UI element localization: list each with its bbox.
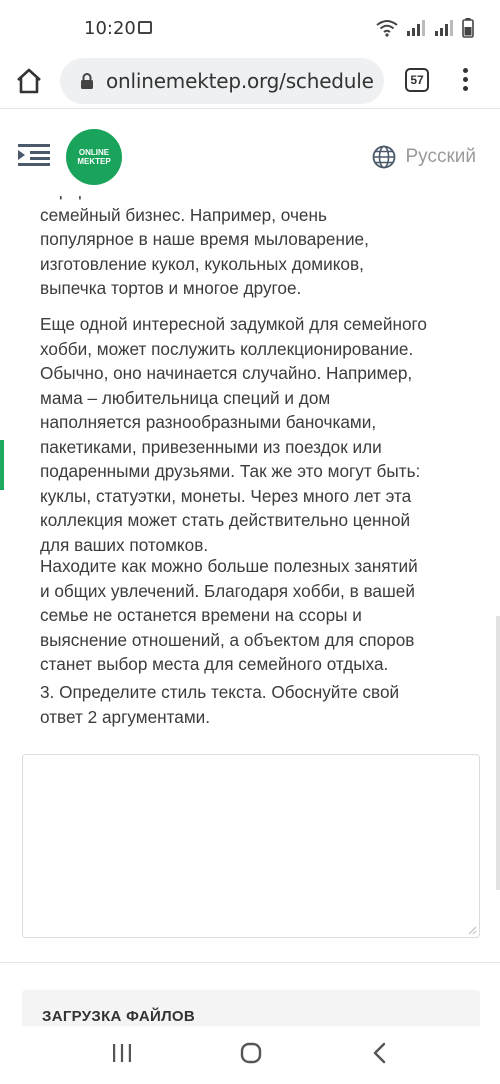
signal-icon-2: [434, 20, 454, 36]
tabs-button[interactable]: 57: [405, 68, 429, 92]
home-circle-icon[interactable]: [240, 1042, 262, 1064]
more-vert-icon[interactable]: [462, 68, 470, 94]
text-line: наполняется разнообразными баночками,: [40, 412, 377, 432]
language-label[interactable]: Русский: [405, 146, 476, 167]
status-time: 10:20: [84, 18, 136, 39]
text-line: мама – любительница специй и дом: [40, 387, 331, 408]
text-line: Находите как можно больше полезных занятий: [40, 556, 418, 576]
text-line: семье не останется времени на ссоры и: [40, 605, 362, 625]
language-selector[interactable]: [372, 145, 477, 169]
text-line: изготовление кукол, кукольных домиков,: [40, 253, 364, 274]
text-line: для ваших потомков.: [40, 534, 209, 555]
status-icons: [376, 18, 474, 38]
scrollbar[interactable]: [496, 616, 500, 890]
browser-toolbar: [0, 56, 500, 108]
globe-icon: [372, 145, 396, 169]
url-text[interactable]: onlinemektep.org/schedule: [106, 69, 374, 93]
site-logo[interactable]: [66, 129, 122, 185]
back-icon[interactable]: [372, 1042, 388, 1064]
text-line: 3. Определите стиль текста. Обоснуйте свой: [40, 682, 400, 702]
text-line: подаренными друзьями. Так же это могут быть:: [40, 461, 421, 481]
side-indicator: [0, 440, 4, 490]
battery-icon: [462, 18, 474, 38]
site-header: [0, 108, 500, 196]
recent-apps-icon[interactable]: [112, 1044, 132, 1062]
text-line: популярное в наше время мыловарение,: [40, 229, 369, 249]
text-line: ответ 2 аргументами.: [40, 706, 211, 727]
text-line: пакетиками, привезенными из поездок или: [40, 436, 382, 457]
answer-textarea[interactable]: [22, 754, 480, 938]
resize-handle-icon[interactable]: [467, 925, 477, 935]
home-icon[interactable]: [14, 66, 44, 96]
text-line: куклы, статуэтки, монеты. Через много лет эта: [40, 485, 412, 506]
text-line: Обычно, оно начинается случайно. Например,: [40, 363, 413, 383]
lock-icon: [80, 73, 94, 89]
logo-text-line2: MEKTEP: [77, 157, 111, 166]
address-bar[interactable]: [60, 58, 384, 104]
menu-collapse-icon[interactable]: [18, 143, 50, 167]
text-line: выпечка тортов и многое другое.: [40, 278, 302, 298]
paragraph-1: [40, 178, 470, 301]
text-line: семейный бизнес. Например, очень: [40, 204, 327, 225]
text-line: хобби, может послужить коллекционирование.: [40, 338, 414, 359]
gallery-notification-icon: [138, 21, 152, 34]
upload-title: ЗАГРУЗКА ФАЙЛОВ: [42, 1008, 195, 1025]
system-nav-bar: [0, 1026, 500, 1084]
text-line: коллекция может стать действительно ценной: [40, 510, 411, 530]
logo-text-line1: ONLINE: [78, 148, 110, 157]
paragraph-3: [40, 554, 470, 677]
text-line: выяснение отношений, а объектом для споров: [40, 629, 415, 650]
wifi-icon: [376, 19, 398, 37]
paragraph-2: [40, 312, 470, 557]
text-line: станет выбор места для семейного отдыха.: [40, 654, 389, 674]
signal-icon: [406, 20, 426, 36]
text-line: Еще одной интересной задумкой для семейного: [40, 314, 427, 334]
status-bar: [0, 0, 500, 56]
text-line: и общих увлечений. Благодаря хобби, в вашей: [40, 580, 415, 601]
question-prompt: [40, 680, 470, 729]
file-upload-section: [22, 990, 480, 1030]
divider: [0, 962, 500, 963]
